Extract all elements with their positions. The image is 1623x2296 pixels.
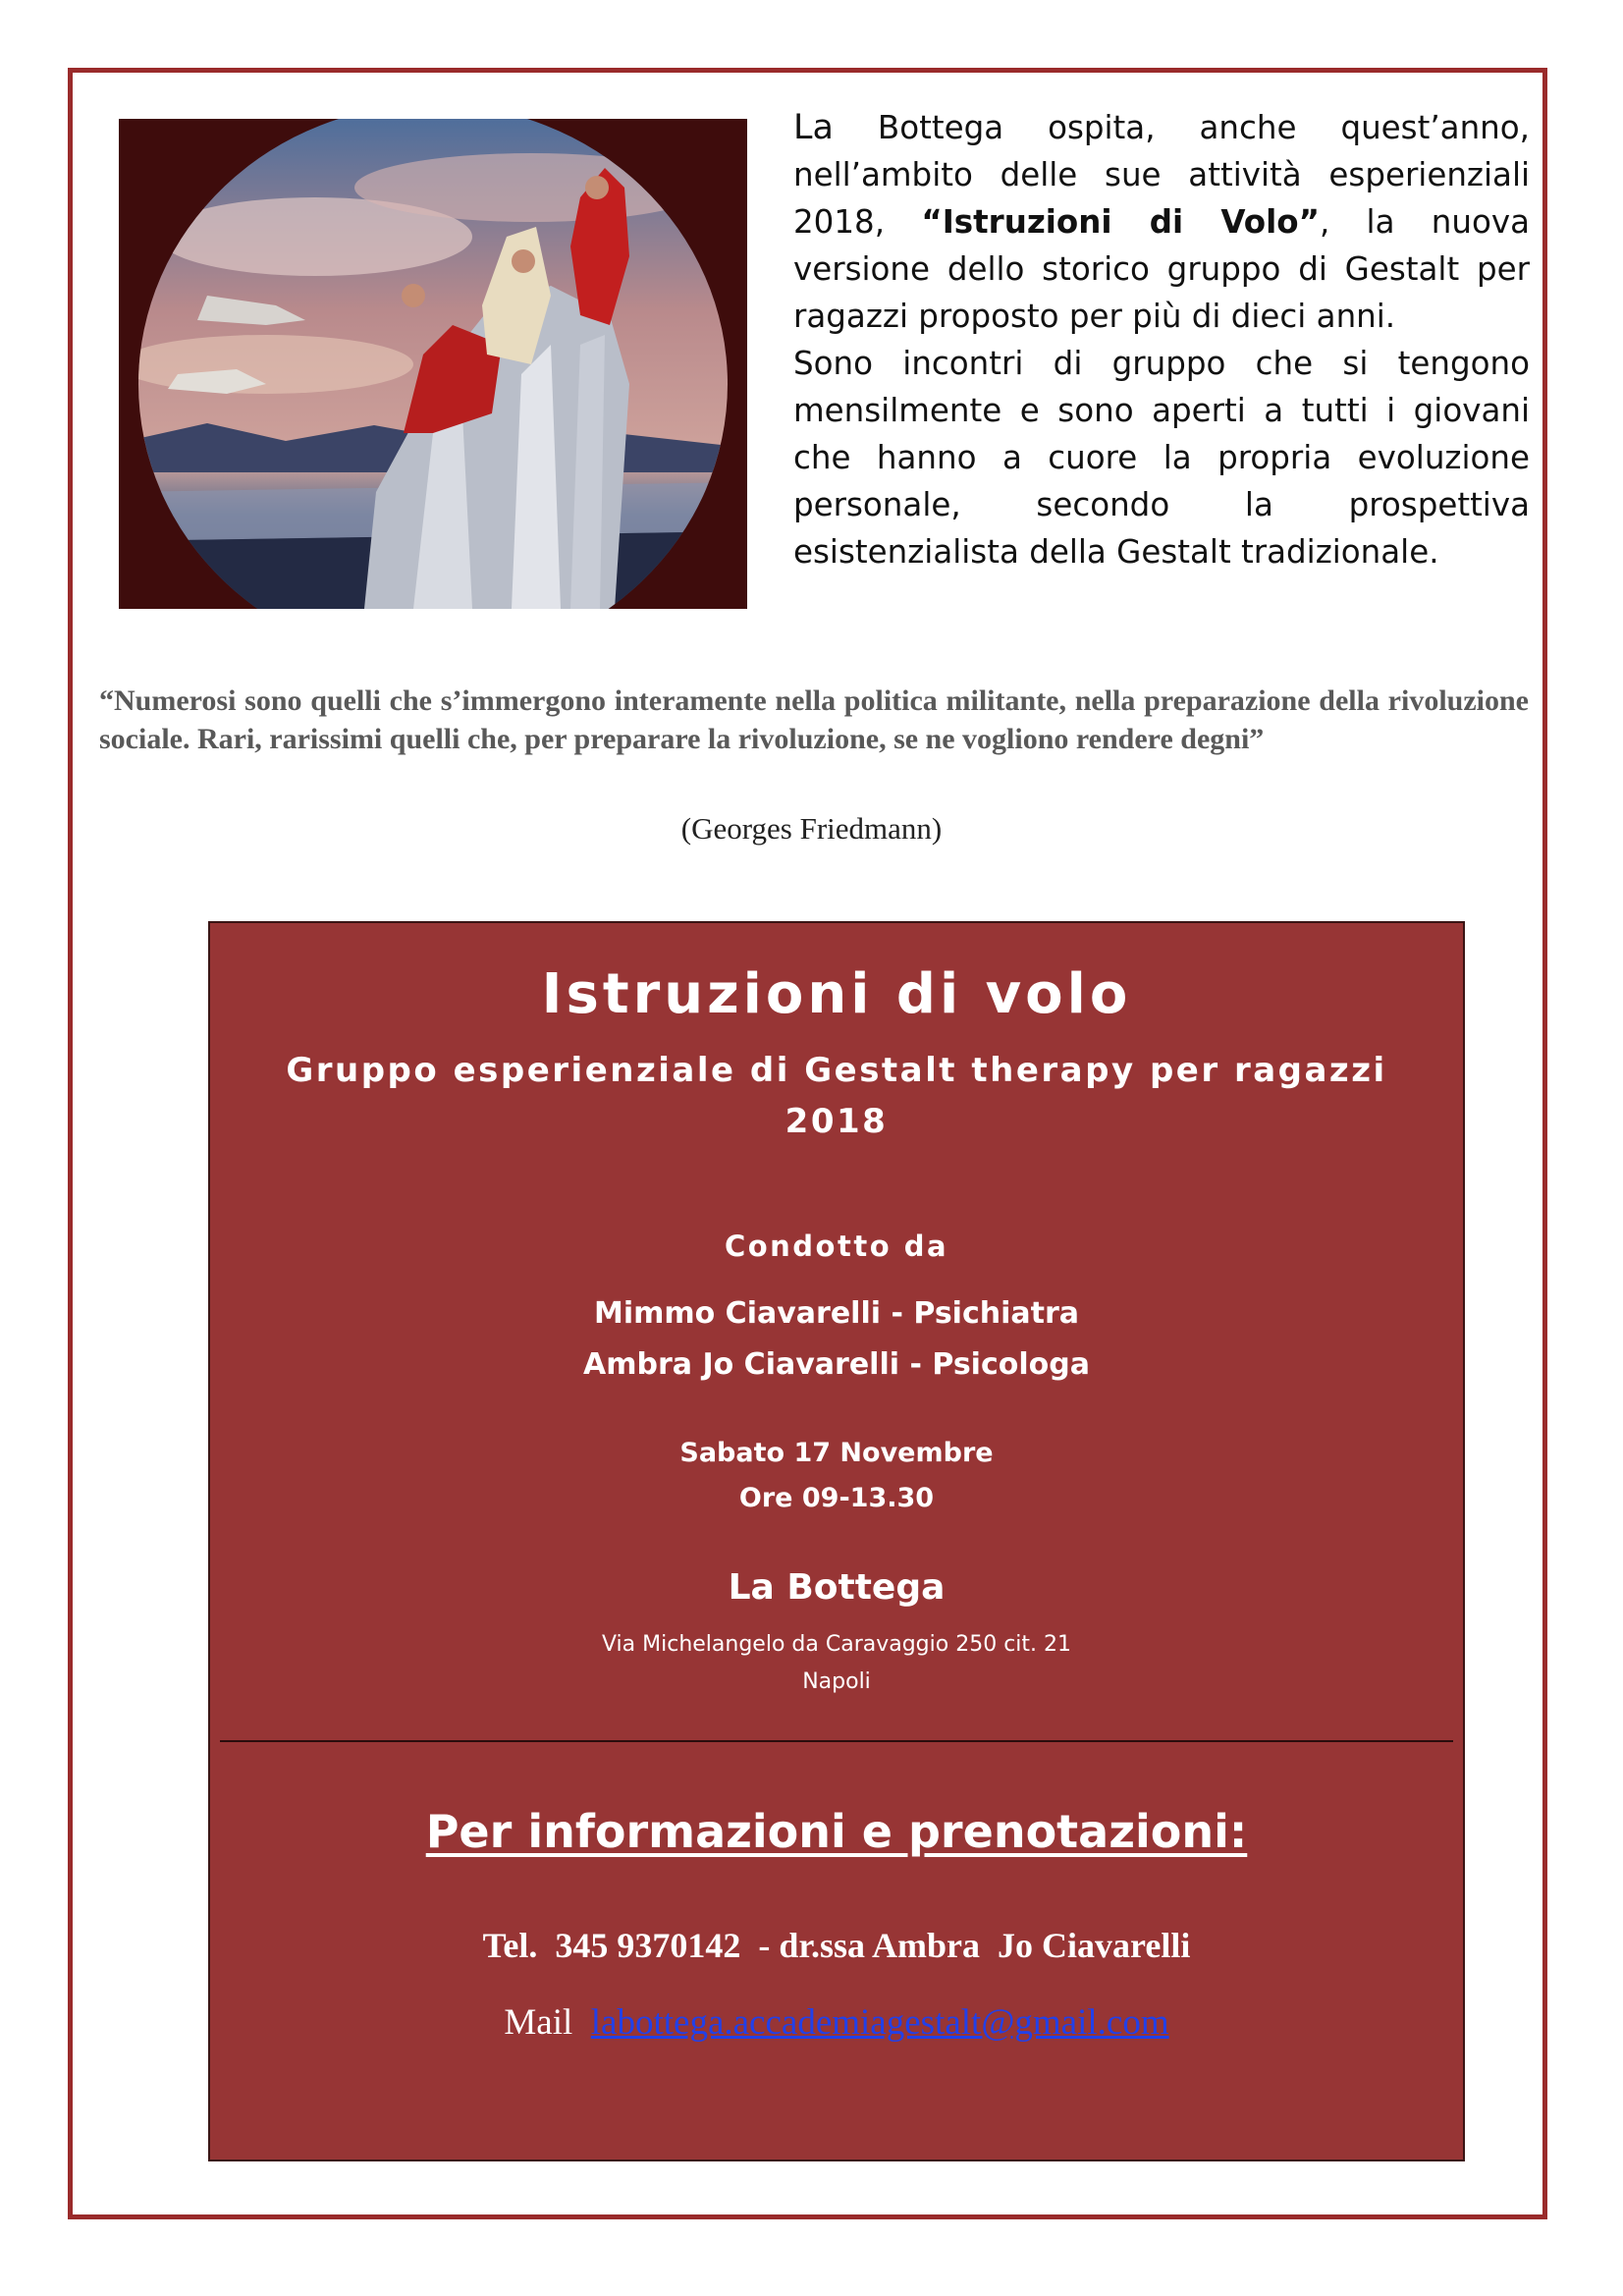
event-city: Napoli [802, 1669, 871, 1694]
divider [220, 1740, 1453, 1742]
intro-first-word: La [793, 108, 834, 147]
event-box [208, 921, 1465, 2161]
event-subtitle [210, 1045, 1463, 1147]
event-subtitle-line-1: Gruppo esperienziale di Gestalt therapy per ragazzi [286, 1051, 1387, 1090]
painting-image [119, 119, 747, 609]
contact-phone: Tel. 345 9370142 - dr.ssa Ambra Jo Ciavarelli [482, 1926, 1191, 1965]
mail-label: Mail [504, 2002, 591, 2043]
intro-text-after: , la nuova versione dello storico gruppo di Gestalt per ragazzi proposto per più di dieci anni. [793, 203, 1531, 335]
intro-paragraph-1 [793, 104, 1530, 340]
conductor-1: Mimmo Ciavarelli - Psichiatra [593, 1296, 1080, 1331]
conductor-2: Ambra Jo Ciavarelli - Psicologa [583, 1347, 1090, 1382]
event-time: Ore 09-13.30 [738, 1483, 935, 1513]
info-heading [210, 1805, 1463, 1858]
info-heading-text: Per informazioni e prenotazioni: [425, 1805, 1248, 1858]
event-address: Via Michelangelo da Caravaggio 250 cit. 21 [601, 1632, 1072, 1657]
quote-text: “Numerosi sono quelli che s’immergono interamente nella politica militante, nella preparazione della rivoluzione sociale. Rari, rarissimi quelli che, per preparare la rivoluzione, se ne vogliono rendere degni” [99, 684, 1529, 755]
intro-text-before: Bottega ospita, anche quest’anno, nell’ambito delle sue attività esperienziali 2018, [793, 109, 1530, 241]
intro-text [793, 104, 1530, 575]
mail-link[interactable]: labottega.accademiagestalt@gmail.com [590, 2002, 1169, 2043]
conducted-by-label: Condotto da [724, 1230, 949, 1263]
event-title: Istruzioni di volo [541, 962, 1132, 1026]
intro-paragraph-2: Sono incontri di gruppo che si tengono mensilmente e sono aperti a tutti i giovani che hanno a cuore la propria evoluzione personale, secondo la prospettiva esistenzialista della Gestalt tradizionale. [793, 345, 1530, 571]
event-date: Sabato 17 Novembre [679, 1438, 994, 1468]
quote-author: (Georges Friedmann) [680, 811, 943, 846]
event-subtitle-line-2: 2018 [784, 1102, 889, 1141]
contact-mail [210, 2001, 1463, 2044]
event-venue: La Bottega [728, 1567, 946, 1608]
intro-highlight: “Istruzioni di Volo” [921, 203, 1320, 241]
